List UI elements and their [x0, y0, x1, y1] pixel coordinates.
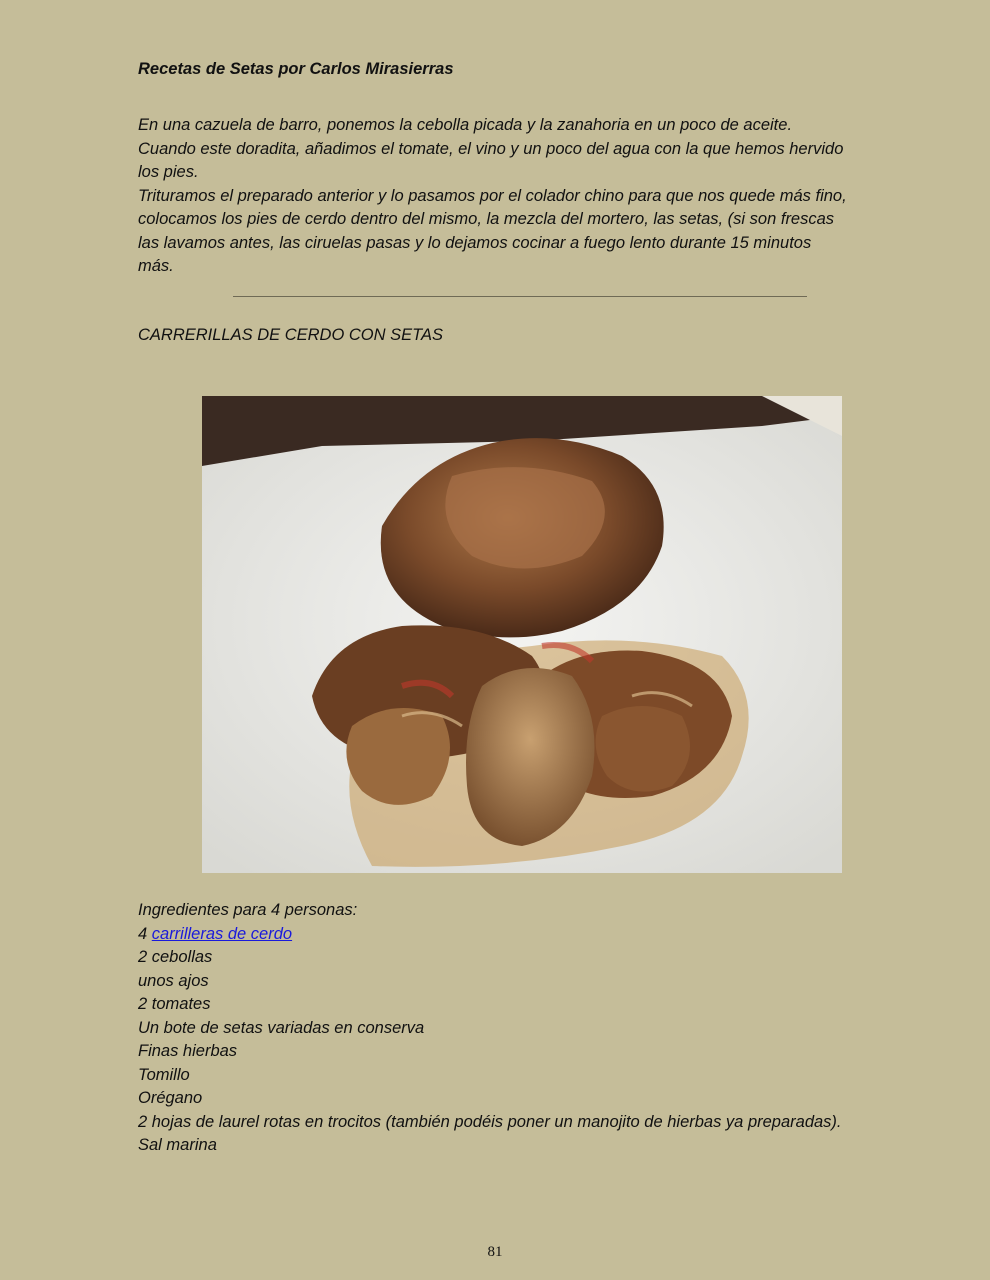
ingredient-item: Finas hierbas — [138, 1042, 238, 1060]
page-number: 81 — [487, 1244, 503, 1260]
ingredient-item: Sal marina — [138, 1136, 217, 1154]
ingredient-item: Un bote de setas variadas en conserva — [138, 1018, 425, 1037]
intro-line: los pies. — [138, 163, 199, 181]
intro-line: más. — [138, 257, 174, 275]
intro-line: Cuando este doradita, añadimos el tomate, el vino y un poco del agua con la que hemos hervido — [138, 139, 844, 158]
section-separator — [233, 296, 807, 297]
ingredients-heading: Ingredientes para 4 personas: — [138, 901, 358, 919]
intro-line: En una cazuela de barro, ponemos la cebolla picada y la zanahoria en un poco de aceite. — [138, 116, 793, 134]
ingredient-item: 2 cebollas — [138, 948, 213, 966]
intro-paragraph — [138, 114, 918, 279]
ingredients-list — [138, 899, 938, 1158]
intro-line: colocamos los pies de cerdo dentro del mismo, la mezcla del mortero, las setas, (si son frescas — [138, 210, 835, 228]
ingredient-item: 2 hojas de laurel rotas en trocitos (también podéis poner un manojito de hierbas ya preparadas). — [138, 1112, 842, 1131]
page-header-title: Recetas de Setas por Carlos Mirasierras — [138, 60, 454, 78]
ingredient-item: 2 tomates — [138, 995, 211, 1013]
dish-illustration — [202, 396, 842, 873]
ingredient-item: unos ajos — [138, 971, 209, 990]
recipe-photo — [202, 396, 842, 873]
ingredient-item: Orégano — [138, 1089, 203, 1107]
ingredient-item — [138, 923, 938, 947]
ingredient-quantity: 4 — [138, 924, 152, 943]
intro-line: las lavamos antes, las ciruelas pasas y lo dejamos cocinar a fuego lento durante 15 minutos — [138, 233, 812, 252]
recipe-title: CARRERILLAS DE CERDO CON SETAS — [138, 326, 444, 344]
ingredient-item: Tomillo — [138, 1065, 190, 1084]
intro-line: Trituramos el preparado anterior y lo pasamos por el colador chino para que nos quede más fino, — [138, 186, 847, 205]
carrilleras-link[interactable]: carrilleras de cerdo — [151, 924, 293, 943]
